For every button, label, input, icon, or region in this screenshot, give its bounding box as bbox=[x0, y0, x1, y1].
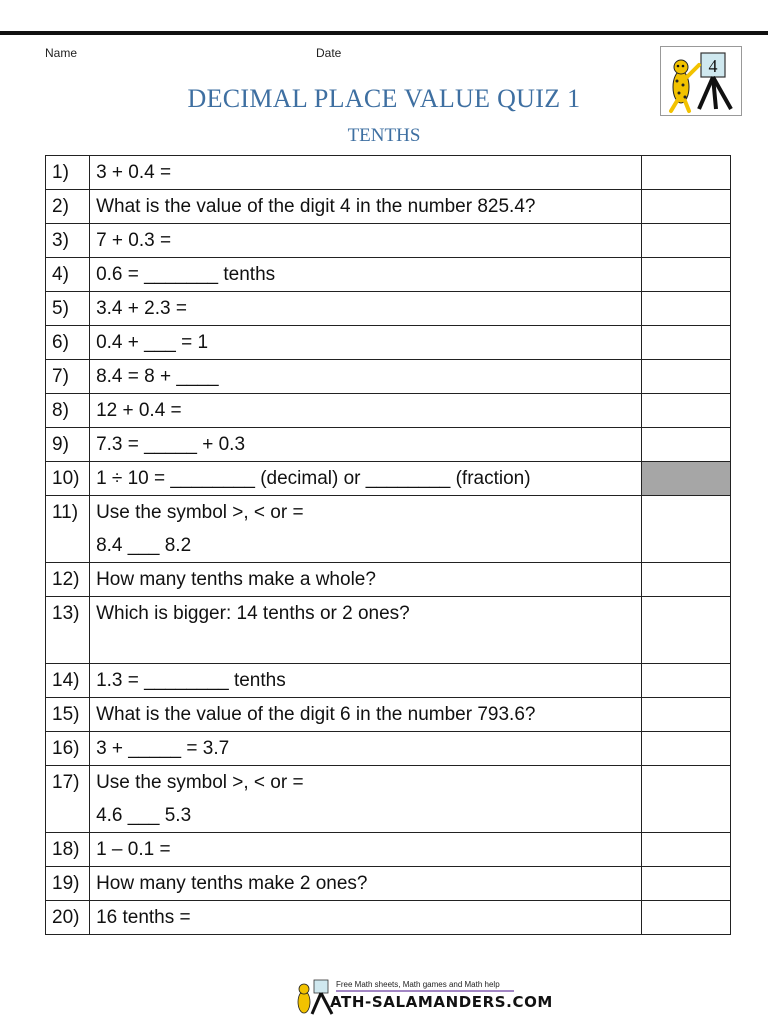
question-line: How many tenths make a whole? bbox=[96, 569, 376, 590]
question-number: 3) bbox=[46, 224, 90, 258]
question-line: Use the symbol >, < or = bbox=[96, 502, 304, 523]
answer-cell[interactable] bbox=[641, 698, 730, 732]
footer-site-name[interactable]: ATH-SALAMANDERS.COM bbox=[330, 993, 553, 1011]
quiz-table-body bbox=[46, 156, 731, 935]
question-number: 4) bbox=[46, 258, 90, 292]
question-number: 16) bbox=[46, 732, 90, 766]
question-row bbox=[46, 597, 731, 664]
question-text bbox=[90, 428, 642, 462]
question-row bbox=[46, 326, 731, 360]
question-text bbox=[90, 360, 642, 394]
question-line: 7.3 = _____ + 0.3 bbox=[96, 434, 246, 455]
answer-cell[interactable] bbox=[641, 156, 730, 190]
question-text bbox=[90, 496, 642, 563]
question-number: 1) bbox=[46, 156, 90, 190]
question-line: What is the value of the digit 6 in the number 793.6? bbox=[96, 704, 536, 725]
question-row bbox=[46, 766, 731, 833]
name-label: Name bbox=[45, 46, 78, 60]
question-row bbox=[46, 901, 731, 935]
question-number: 2) bbox=[46, 190, 90, 224]
question-text bbox=[90, 156, 642, 190]
question-row bbox=[46, 156, 731, 190]
answer-cell[interactable] bbox=[641, 224, 730, 258]
question-row bbox=[46, 867, 731, 901]
answer-cell[interactable] bbox=[641, 563, 730, 597]
question-line: 3 + 0.4 = bbox=[96, 162, 172, 183]
question-text bbox=[90, 698, 642, 732]
question-row bbox=[46, 833, 731, 867]
question-line: 3 + _____ = 3.7 bbox=[96, 738, 230, 759]
question-row bbox=[46, 190, 731, 224]
answer-cell[interactable] bbox=[641, 867, 730, 901]
question-line: 1.3 = ________ tenths bbox=[96, 670, 286, 691]
answer-cell[interactable] bbox=[641, 597, 730, 664]
question-number: 13) bbox=[46, 597, 90, 664]
question-text bbox=[90, 597, 642, 664]
question-text bbox=[90, 462, 642, 496]
question-text bbox=[90, 224, 642, 258]
question-row bbox=[46, 292, 731, 326]
question-row bbox=[46, 698, 731, 732]
question-line: 16 tenths = bbox=[96, 907, 191, 928]
question-number: 11) bbox=[46, 496, 90, 563]
question-text bbox=[90, 732, 642, 766]
question-text bbox=[90, 833, 642, 867]
question-row bbox=[46, 732, 731, 766]
question-line: 0.4 + ___ = 1 bbox=[96, 332, 209, 353]
question-row bbox=[46, 360, 731, 394]
question-line: What is the value of the digit 4 in the number 825.4? bbox=[96, 196, 536, 217]
question-line: Which is bigger: 14 tenths or 2 ones? bbox=[96, 603, 410, 624]
question-text bbox=[90, 901, 642, 935]
question-text bbox=[90, 664, 642, 698]
question-line: 8.4 ___ 8.2 bbox=[96, 535, 192, 556]
worksheet-subtitle: TENTHS bbox=[347, 125, 421, 146]
question-text bbox=[90, 292, 642, 326]
answer-cell[interactable] bbox=[641, 732, 730, 766]
question-line: 12 + 0.4 = bbox=[96, 400, 182, 421]
question-text bbox=[90, 258, 642, 292]
question-number: 12) bbox=[46, 563, 90, 597]
question-number: 10) bbox=[46, 462, 90, 496]
footer-tagline: Free Math sheets, Math games and Math help bbox=[336, 980, 500, 989]
question-number: 20) bbox=[46, 901, 90, 935]
logo-grade: 4 bbox=[708, 56, 718, 76]
question-number: 6) bbox=[46, 326, 90, 360]
question-number: 8) bbox=[46, 394, 90, 428]
answer-cell[interactable] bbox=[641, 664, 730, 698]
question-text bbox=[90, 766, 642, 833]
question-row bbox=[46, 428, 731, 462]
question-row bbox=[46, 258, 731, 292]
question-text bbox=[90, 867, 642, 901]
question-number: 9) bbox=[46, 428, 90, 462]
question-line: 3.4 + 2.3 = bbox=[96, 298, 187, 319]
answer-cell[interactable] bbox=[641, 394, 730, 428]
worksheet-title: DECIMAL PLACE VALUE QUIZ 1 bbox=[187, 84, 581, 113]
answer-cell[interactable] bbox=[641, 292, 730, 326]
question-number: 17) bbox=[46, 766, 90, 833]
question-text bbox=[90, 563, 642, 597]
question-line bbox=[96, 630, 635, 663]
question-number: 7) bbox=[46, 360, 90, 394]
question-number: 18) bbox=[46, 833, 90, 867]
question-line: 8.4 = 8 + ____ bbox=[96, 366, 219, 387]
quiz-table bbox=[45, 155, 731, 935]
question-row bbox=[46, 664, 731, 698]
answer-cell[interactable] bbox=[641, 360, 730, 394]
question-number: 14) bbox=[46, 664, 90, 698]
question-text bbox=[90, 190, 642, 224]
answer-cell[interactable] bbox=[641, 428, 730, 462]
question-number: 19) bbox=[46, 867, 90, 901]
answer-cell[interactable] bbox=[641, 901, 730, 935]
question-line: 1 – 0.1 = bbox=[96, 839, 171, 860]
answer-cell[interactable] bbox=[641, 258, 730, 292]
question-row bbox=[46, 394, 731, 428]
question-number: 5) bbox=[46, 292, 90, 326]
question-number: 15) bbox=[46, 698, 90, 732]
question-row bbox=[46, 496, 731, 563]
question-text bbox=[90, 394, 642, 428]
answer-cell[interactable] bbox=[641, 190, 730, 224]
answer-cell[interactable] bbox=[641, 833, 730, 867]
question-line: How many tenths make 2 ones? bbox=[96, 873, 368, 894]
question-line: 7 + 0.3 = bbox=[96, 230, 172, 251]
footer-logo bbox=[292, 978, 553, 1016]
question-row bbox=[46, 462, 731, 496]
question-line: 1 ÷ 10 = ________ (decimal) or ________ (fraction) bbox=[96, 468, 531, 489]
answer-cell[interactable] bbox=[641, 326, 730, 360]
answer-cell[interactable] bbox=[641, 496, 730, 563]
answer-cell[interactable] bbox=[641, 766, 730, 833]
question-line: 4.6 ___ 5.3 bbox=[96, 805, 192, 826]
answer-cell[interactable] bbox=[641, 462, 730, 496]
question-row bbox=[46, 224, 731, 258]
question-line: 0.6 = _______ tenths bbox=[96, 264, 276, 285]
question-row bbox=[46, 563, 731, 597]
question-line: Use the symbol >, < or = bbox=[96, 772, 304, 793]
date-label: Date bbox=[316, 46, 342, 60]
question-text bbox=[90, 326, 642, 360]
top-rule bbox=[0, 31, 768, 35]
